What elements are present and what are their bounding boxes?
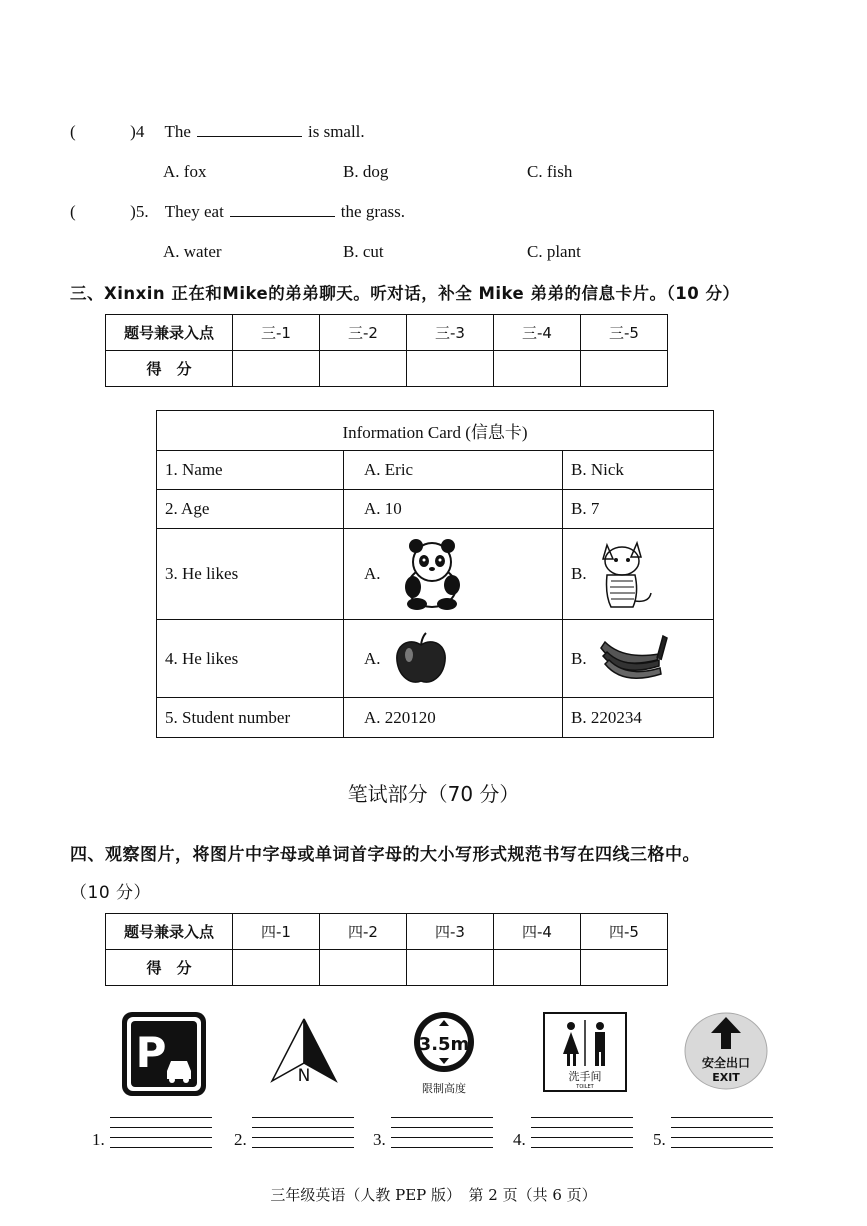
score-cell[interactable] <box>320 351 407 387</box>
card-option-a: A. 220120 <box>344 698 563 738</box>
north-letter: N <box>297 1066 311 1086</box>
card-option-a: A. <box>364 564 381 583</box>
parking-sign-icon <box>121 1011 207 1097</box>
question-number: 5. <box>135 202 149 221</box>
card-option-a-cell <box>344 620 563 698</box>
exit-sub-label: EXIT <box>712 1071 740 1084</box>
answer-number: 4. <box>513 1130 526 1149</box>
cat-icon <box>597 537 657 611</box>
score-col-label: 三-5 <box>581 315 668 351</box>
score-cell[interactable] <box>494 950 581 986</box>
score-table-header: 题号兼录入点 <box>106 315 233 351</box>
score-cell[interactable] <box>233 950 320 986</box>
card-option-b-cell <box>563 529 714 620</box>
panda-icon <box>397 537 467 611</box>
score-col-label: 三-2 <box>320 315 407 351</box>
exit-label: 安全出口 <box>701 1056 751 1070</box>
score-cell[interactable] <box>320 950 407 986</box>
answer-paren-open: ( <box>70 122 76 141</box>
toilet-sign-icon <box>543 1012 627 1092</box>
score-table-3 <box>105 314 668 387</box>
score-col-label: 三-3 <box>407 315 494 351</box>
section-3-title: 三、Xinxin 正在和Mike的弟弟聊天。听对话，补全 Mike 弟弟的信息卡片。（10 分） <box>70 284 740 303</box>
four-line-grid[interactable] <box>671 1117 773 1148</box>
score-cell[interactable] <box>233 351 320 387</box>
answer-paren-close: ) <box>130 202 136 221</box>
score-table-4 <box>105 913 668 986</box>
question-text-before: The <box>164 122 191 141</box>
answer-paren-close: ) <box>130 122 136 141</box>
banana-icon <box>597 630 669 688</box>
parking-letter: P <box>135 1028 167 1077</box>
question-text-before: They eat <box>164 202 224 221</box>
card-option-b: B. <box>571 564 587 583</box>
information-card <box>156 410 714 738</box>
score-cell[interactable] <box>407 351 494 387</box>
height-limit-value: 3.5m <box>418 1034 470 1055</box>
score-col-label: 三-1 <box>233 315 320 351</box>
four-line-grid[interactable] <box>110 1117 212 1148</box>
four-line-grid[interactable] <box>252 1117 354 1148</box>
option-b: B. dog <box>343 162 389 181</box>
answer-number: 2. <box>234 1130 247 1149</box>
north-compass-icon <box>268 1015 340 1087</box>
score-col-label: 四-1 <box>233 914 320 950</box>
question-5 <box>70 202 405 222</box>
question-number: 4 <box>135 122 145 141</box>
card-row-label: 3. He likes <box>157 529 344 620</box>
card-option-a-cell <box>344 529 563 620</box>
height-limit-icon <box>404 1010 486 1096</box>
option-b: B. cut <box>343 242 384 261</box>
card-option-a: A. 10 <box>344 490 563 529</box>
option-a: A. water <box>163 242 222 261</box>
score-cell[interactable] <box>581 351 668 387</box>
card-row-label: 4. He likes <box>157 620 344 698</box>
score-col-label: 四-2 <box>320 914 407 950</box>
question-4 <box>70 122 365 142</box>
answer-number: 1. <box>92 1130 105 1149</box>
card-option-b: B. <box>571 648 587 668</box>
answer-paren-open: ( <box>70 202 76 221</box>
card-option-a: A. <box>364 648 381 668</box>
score-cell[interactable] <box>494 351 581 387</box>
score-row-label: 得 分 <box>106 950 233 986</box>
score-row-label: 得 分 <box>106 351 233 387</box>
score-col-label: 四-5 <box>581 914 668 950</box>
question-text-after: is small. <box>307 122 365 141</box>
card-row-label: 2. Age <box>157 490 344 529</box>
answer-blank[interactable] <box>230 202 335 217</box>
exit-sign-icon <box>683 1011 769 1091</box>
option-c: C. plant <box>527 242 581 261</box>
section-4-title: 四、观察图片，将图片中字母或单词首字母的大小写形式规范书写在四线三格中。 <box>70 845 700 865</box>
answer-blank[interactable] <box>197 122 302 137</box>
four-line-grid[interactable] <box>531 1117 633 1148</box>
answer-number: 5. <box>653 1130 666 1149</box>
toilet-label: 洗手间 <box>568 1070 602 1083</box>
four-line-grid[interactable] <box>391 1117 493 1148</box>
score-cell[interactable] <box>407 950 494 986</box>
score-col-label: 四-3 <box>407 914 494 950</box>
option-c: C. fish <box>527 162 573 181</box>
page-footer: 三年级英语（人教 PEP 版） 第 2 页（共 6 页） <box>270 1186 597 1204</box>
score-col-label: 三-4 <box>494 315 581 351</box>
section-4-points: （10 分） <box>70 883 152 903</box>
option-a: A. fox <box>163 162 207 181</box>
card-option-b: B. Nick <box>563 451 714 490</box>
score-cell[interactable] <box>581 950 668 986</box>
card-row-label: 1. Name <box>157 451 344 490</box>
score-col-label: 四-4 <box>494 914 581 950</box>
card-row-label: 5. Student number <box>157 698 344 738</box>
question-text-after: the grass. <box>340 202 406 221</box>
answer-number: 3. <box>373 1130 386 1149</box>
card-title: Information Card (信息卡) <box>157 411 714 451</box>
written-part-heading: 笔试部分（70 分） <box>347 782 520 806</box>
toilet-sub-label: TOILET <box>576 1084 594 1090</box>
card-option-b: B. 220234 <box>563 698 714 738</box>
apple-icon <box>391 631 451 687</box>
card-option-b: B. 7 <box>563 490 714 529</box>
card-option-b-cell <box>563 620 714 698</box>
score-table-header: 题号兼录入点 <box>106 914 233 950</box>
height-limit-caption: 限制高度 <box>422 1082 466 1095</box>
card-option-a: A. Eric <box>344 451 563 490</box>
